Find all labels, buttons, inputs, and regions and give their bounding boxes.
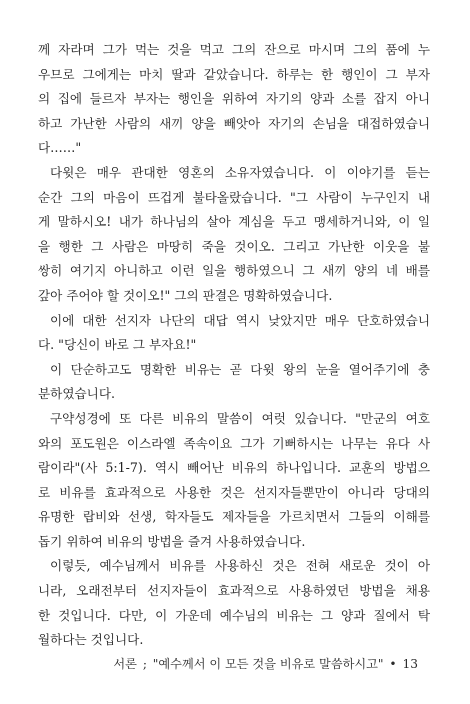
text-line: 와의 포도원은 이스라엘 족속이요 그가 기뻐하시는 나무는 유다 사 bbox=[38, 435, 430, 451]
footer-chapter-title: "예수께서 이 모든 것을 비유로 말씀하시고" bbox=[152, 657, 384, 671]
text-line: 돕기 위하여 비유의 방법을 즐겨 사용하였습니다. bbox=[38, 533, 306, 549]
text-line: 게 말하시오! 내가 하나님의 살아 계심을 두고 맹세하거니와, 이 일 bbox=[38, 214, 430, 230]
paragraph bbox=[38, 38, 430, 161]
footer-section: 서론 bbox=[113, 657, 137, 671]
paragraph bbox=[38, 358, 430, 407]
text-line: 을 행한 그 사람은 마땅히 죽을 것이오. 그리고 가난한 이웃을 불 bbox=[38, 238, 430, 254]
paragraph bbox=[38, 309, 430, 358]
text-line: 로 비유를 효과적으로 사용한 것은 선지자들뿐만이 아니라 당대의 bbox=[38, 484, 430, 500]
text-line: 분하였습니다. bbox=[38, 386, 115, 402]
text-line: 구약성경에 또 다른 비유의 말씀이 여럿 있습니다. "만군의 여호 bbox=[50, 410, 430, 426]
paragraph bbox=[38, 161, 430, 309]
page-number: 13 bbox=[402, 657, 418, 671]
text-line: 월하다는 것입니다. bbox=[38, 632, 144, 648]
body-text bbox=[38, 38, 430, 653]
text-line: 니라, 오래전부터 선지자들이 효과적으로 사용하였던 방법을 채용 bbox=[38, 583, 430, 599]
text-line: 순간 그의 마음이 뜨겁게 불타올랐습니다. "그 사람이 누구인지 내 bbox=[38, 189, 430, 205]
text-line: 한 것입니다. 다만, 이 가운데 예수님의 비유는 그 양과 질에서 탁 bbox=[38, 607, 430, 623]
text-line: 다……" bbox=[38, 140, 82, 156]
text-line: 하고 가난한 사람의 새끼 양을 빼앗아 자기의 손님을 대접하였습니 bbox=[38, 115, 430, 131]
footer-separator: ; bbox=[142, 657, 147, 671]
text-line: 유명한 랍비와 선생, 학자들도 제자들을 가르치면서 그들의 이해를 bbox=[38, 509, 430, 525]
text-line: 다윗은 매우 관대한 영혼의 소유자였습니다. 이 이야기를 듣는 bbox=[50, 164, 430, 180]
footer-bullet: • bbox=[389, 657, 397, 671]
running-footer bbox=[0, 654, 418, 674]
text-line: 갚아 주어야 할 것이오!" 그의 판결은 명확하였습니다. bbox=[38, 287, 333, 303]
text-line: 람이라"(사 5:1-7). 역시 빼어난 비유의 하나입니다. 교훈의 방법으 bbox=[38, 460, 430, 476]
text-line: 쌍히 여기지 아니하고 이런 일을 행하였으니 그 새끼 양의 네 배를 bbox=[38, 263, 430, 279]
text-line: 이에 대한 선지자 나단의 대답 역시 낮았지만 매우 단호하였습니 bbox=[50, 312, 430, 328]
paragraph bbox=[38, 554, 430, 652]
text-line: 이 단순하고도 명확한 비유는 곧 다윗 왕의 눈을 열어주기에 충 bbox=[50, 361, 430, 377]
text-line: 우므로 그에게는 마치 딸과 같았습니다. 하루는 한 행인이 그 부자 bbox=[38, 66, 430, 82]
text-line: 이렇듯, 예수님께서 비유를 사용하신 것은 전혀 새로운 것이 아 bbox=[50, 558, 430, 574]
paragraph bbox=[38, 407, 430, 555]
text-line: 다. "당신이 바로 그 부자요!" bbox=[38, 337, 197, 353]
text-line: 께 자라며 그가 먹는 것을 먹고 그의 잔으로 마시며 그의 품에 누 bbox=[38, 42, 430, 57]
text-line: 의 집에 들르자 부자는 행인을 위하여 자기의 양과 소를 잡지 아니 bbox=[38, 91, 430, 107]
